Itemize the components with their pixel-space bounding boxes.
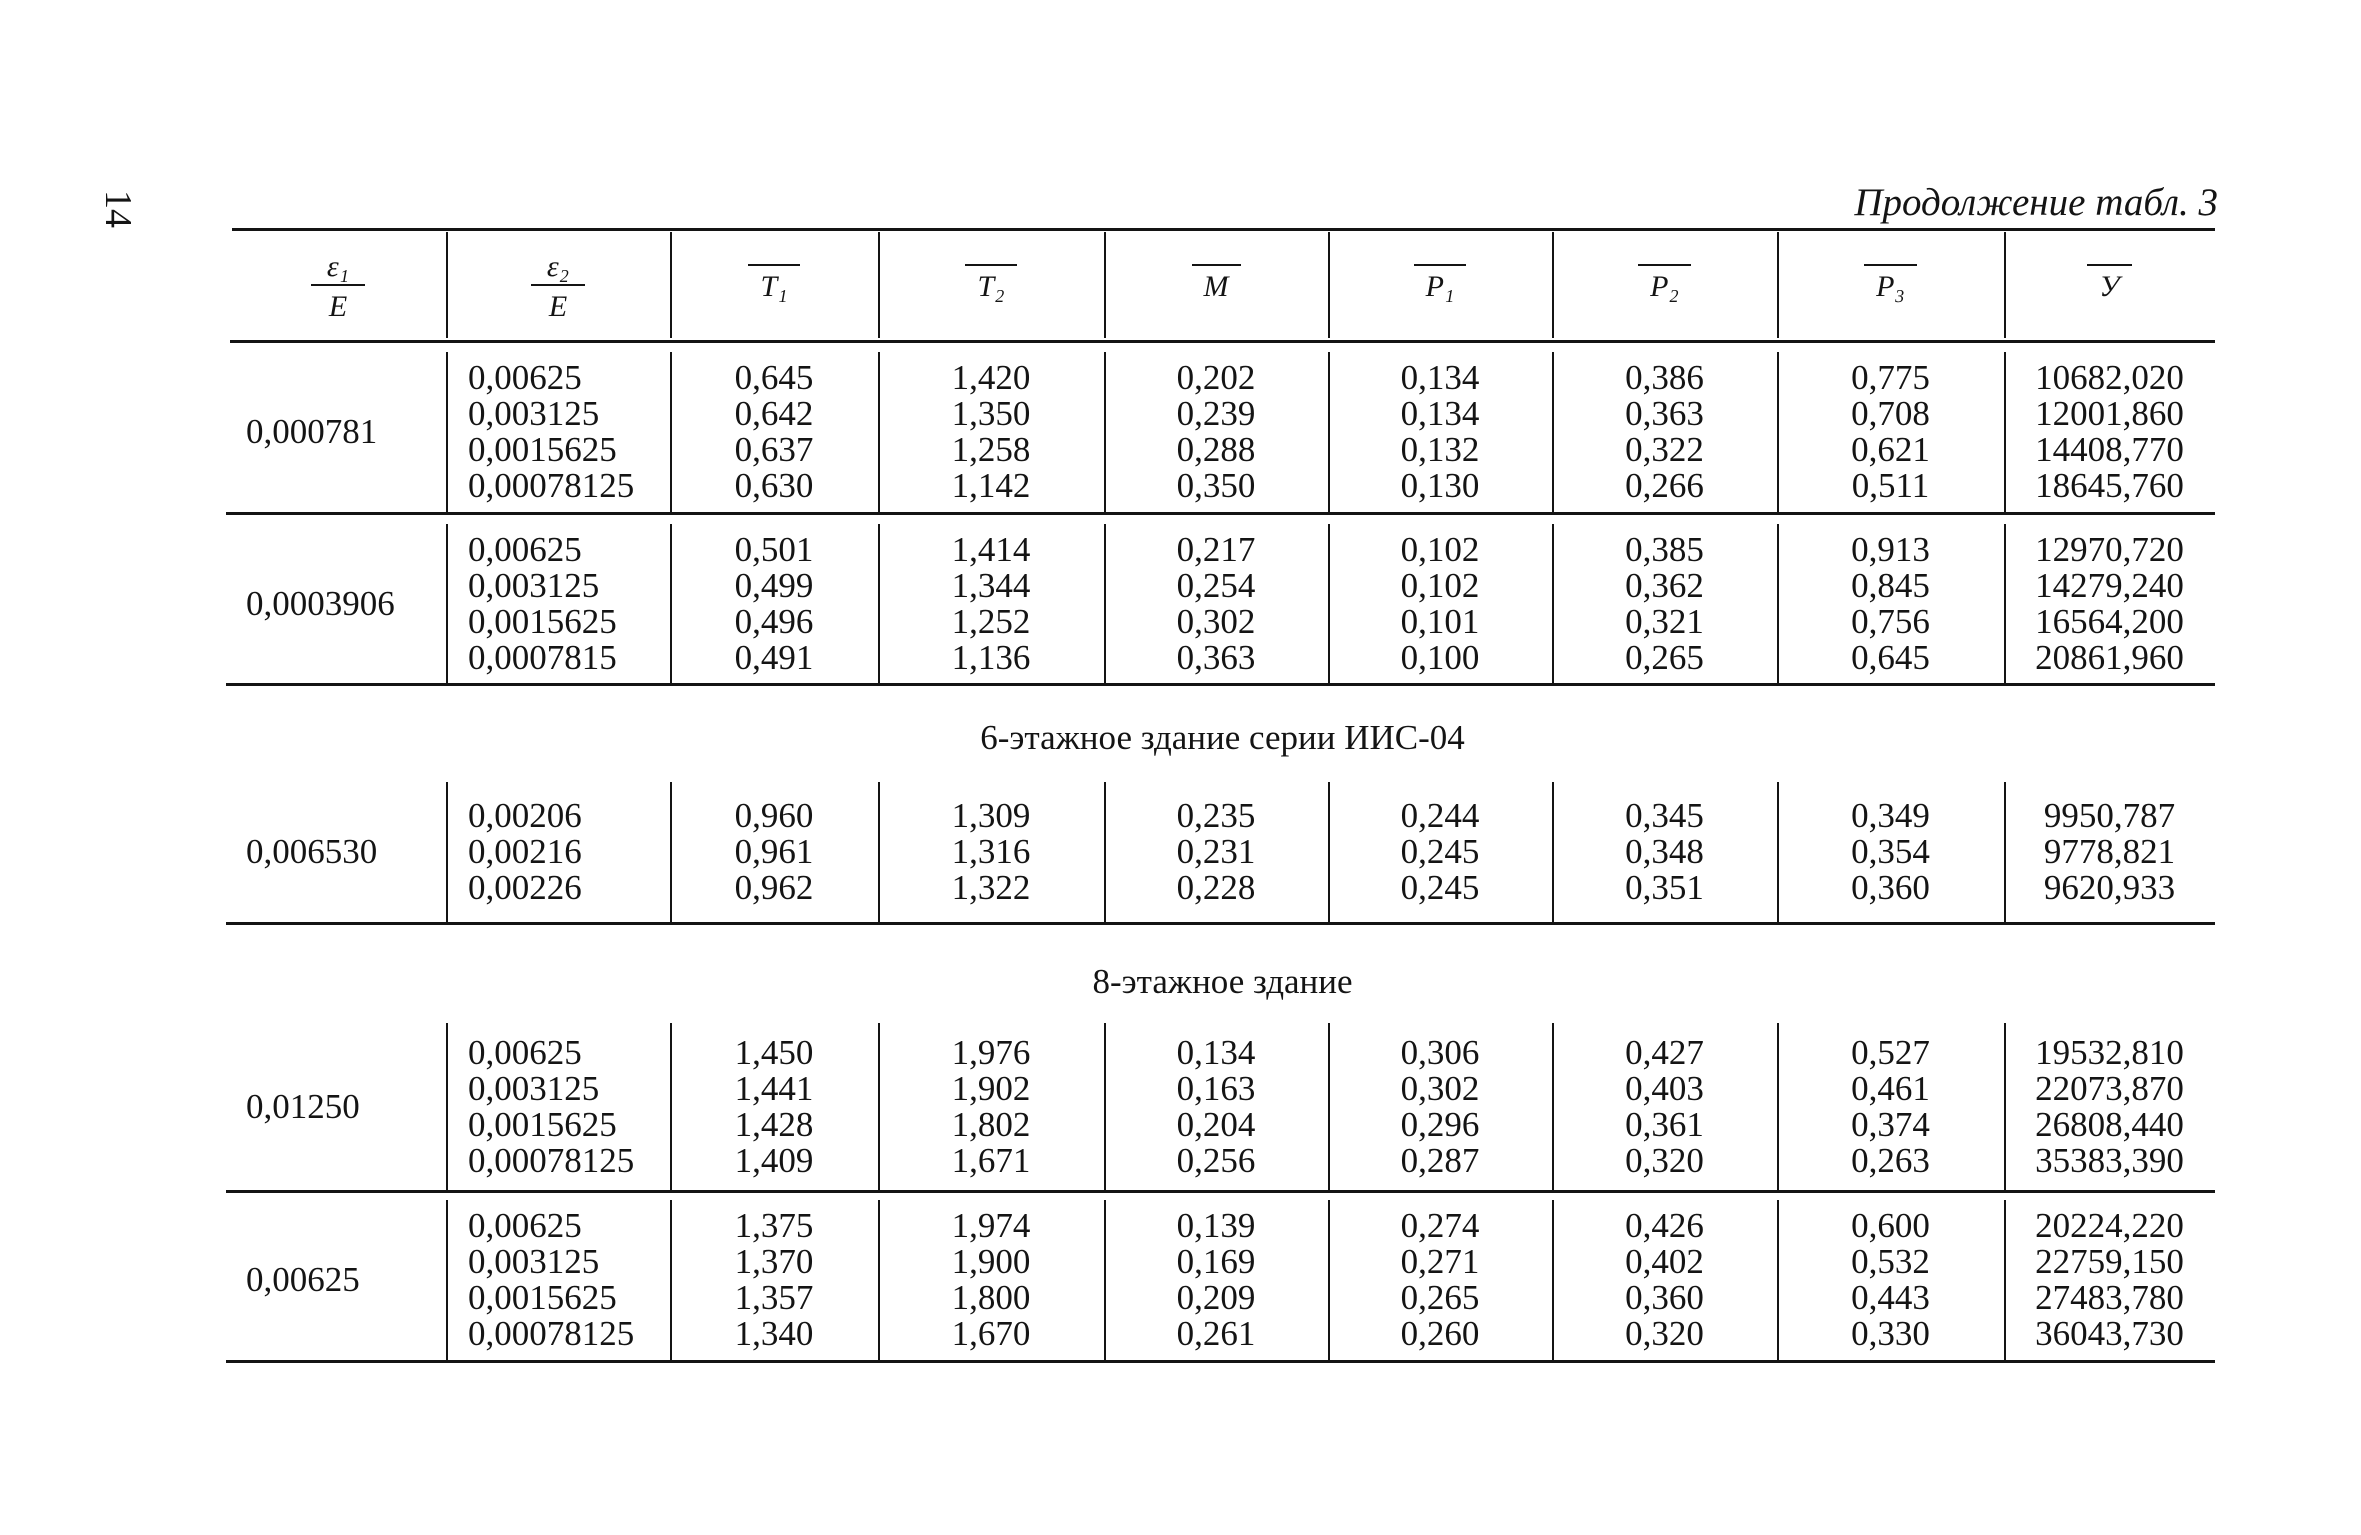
table-cell: 0,003125 — [468, 1068, 600, 1108]
table-caption: Продолжение табл. 3 — [1854, 181, 2218, 224]
table-cell: 0,511 — [1851, 466, 1930, 505]
table-cell: 0,363 — [1176, 637, 1256, 677]
table-cell: 12970,720 — [2035, 529, 2184, 569]
table-cell: 0,163 — [1176, 1068, 1256, 1108]
table-cell: 0,374 — [1851, 1104, 1930, 1144]
table-cell: 0,349 — [1851, 796, 1930, 835]
table-cell: 0,960 — [734, 796, 814, 835]
table-cell: 0,775 — [1851, 358, 1930, 397]
column-divider — [1104, 524, 1106, 683]
table-cell: 0,499 — [734, 565, 814, 605]
table-cell: 10682,020 — [2035, 358, 2184, 397]
table-cell: 0,102 — [1400, 565, 1480, 605]
table-cell: 0,00625 — [468, 529, 582, 569]
column-divider — [2004, 352, 2006, 512]
table-cell: 0,961 — [734, 832, 814, 871]
table-cell: 1,309 — [951, 796, 1031, 835]
table-cell: 0,403 — [1625, 1068, 1704, 1108]
table-cell: 14408,770 — [2035, 430, 2184, 469]
column-divider — [1104, 1023, 1106, 1190]
table-cell: 0,245 — [1400, 868, 1480, 907]
table-cell: 0,101 — [1400, 601, 1480, 641]
column-divider — [670, 1200, 672, 1360]
table-cell: 1,900 — [951, 1242, 1031, 1281]
column-divider — [670, 524, 672, 683]
column-header-denominator: E — [328, 290, 348, 323]
table-cell: 0,645 — [734, 358, 814, 397]
table-cell: 1,976 — [951, 1032, 1031, 1072]
column-header — [878, 244, 1104, 334]
table-cell: 0,139 — [1176, 1206, 1256, 1245]
section-heading: 6-этажное здание серии ИИС-04 — [980, 718, 1465, 757]
table-cell: 0,427 — [1625, 1032, 1704, 1072]
table-cell: 20224,220 — [2035, 1206, 2184, 1245]
column-divider — [1777, 1023, 1779, 1190]
table-cell: 0,0015625 — [468, 1278, 617, 1317]
column-header-label: P₁ — [1414, 264, 1467, 303]
table-cell: 0,302 — [1400, 1068, 1480, 1108]
table-cell: 1,370 — [734, 1242, 814, 1281]
table-cell: 0,00078125 — [468, 1314, 635, 1353]
table-cell: 0,306 — [1400, 1032, 1480, 1072]
table-cell: 0,235 — [1176, 796, 1256, 835]
table-cell: 20861,960 — [2035, 637, 2184, 677]
table-cell: 22759,150 — [2035, 1242, 2184, 1281]
table-cell: 0,302 — [1176, 601, 1256, 641]
table-cell: 26808,440 — [2035, 1104, 2184, 1144]
column-divider — [878, 782, 880, 922]
column-header — [2004, 244, 2215, 334]
table-cell: 18645,760 — [2035, 466, 2184, 505]
column-divider — [878, 524, 880, 683]
header-top-rule — [232, 228, 2215, 231]
column-header — [446, 244, 670, 334]
table-cell: 0,363 — [1625, 394, 1704, 433]
table-cell: 0,320 — [1625, 1314, 1704, 1353]
table-cell: 0,348 — [1625, 832, 1704, 871]
group-bottom-rule — [226, 683, 2215, 686]
column-divider — [2004, 782, 2006, 922]
column-divider — [1328, 352, 1330, 512]
table-cell: 0,287 — [1400, 1140, 1480, 1180]
table-cell: 1,375 — [734, 1206, 814, 1245]
table-cell: 0,962 — [734, 868, 814, 907]
table-cell: 0,637 — [734, 430, 814, 469]
table-cell: 0,532 — [1851, 1242, 1930, 1281]
table-cell: 0,256 — [1176, 1140, 1256, 1180]
column-divider — [446, 352, 448, 512]
table-cell: 1,420 — [951, 358, 1031, 397]
table-cell: 0,204 — [1176, 1104, 1256, 1144]
table-cell: 1,802 — [951, 1104, 1031, 1144]
column-divider — [2004, 1200, 2006, 1360]
group-bottom-rule — [226, 1190, 2215, 1193]
table-cell: 1,409 — [734, 1140, 814, 1180]
table-cell: 0,00078125 — [468, 1140, 635, 1180]
table-cell: 0,260 — [1400, 1314, 1480, 1353]
column-divider — [446, 782, 448, 922]
table-cell: 0,330 — [1851, 1314, 1930, 1353]
column-header — [230, 244, 446, 334]
table-cell: 0,527 — [1851, 1032, 1930, 1072]
table-cell: 0,360 — [1851, 868, 1930, 907]
table-cell: 1,671 — [951, 1140, 1031, 1180]
table-cell: 0,261 — [1176, 1314, 1256, 1353]
table-cell: 0,00625 — [468, 1206, 582, 1245]
column-divider — [670, 782, 672, 922]
table-cell: 0,600 — [1851, 1206, 1930, 1245]
table-cell: 0,130 — [1400, 466, 1480, 505]
table-cell: 0,0015625 — [468, 601, 617, 641]
table-cell: 0,003125 — [468, 394, 600, 433]
table-cell: 0,0007815 — [468, 637, 617, 677]
table-cell: 0,385 — [1625, 529, 1704, 569]
table-cell: 9950,787 — [2043, 796, 2176, 835]
column-divider — [670, 352, 672, 512]
table-cell: 0,00226 — [468, 868, 582, 907]
table-cell: 0,621 — [1851, 430, 1930, 469]
column-divider — [1328, 782, 1330, 922]
e1-value: 0,0003906 — [246, 583, 395, 623]
fraction-bar — [311, 284, 365, 286]
column-divider — [1104, 782, 1106, 922]
table-cell: 12001,860 — [2035, 394, 2184, 433]
column-header — [670, 244, 878, 334]
header-bottom-rule — [230, 340, 2215, 343]
column-divider — [446, 524, 448, 683]
column-divider — [2004, 1023, 2006, 1190]
column-header-numerator: ε₂ — [546, 250, 570, 283]
table-cell: 0,266 — [1625, 466, 1704, 505]
table-cell: 19532,810 — [2035, 1032, 2184, 1072]
table-cell: 0,345 — [1625, 796, 1704, 835]
table-cell: 0,320 — [1625, 1140, 1704, 1180]
column-header-label: У — [2087, 264, 2131, 303]
column-divider — [1328, 524, 1330, 683]
table-cell: 1,450 — [734, 1032, 814, 1072]
table-cell: 0,209 — [1176, 1278, 1256, 1317]
e1-value: 0,000781 — [246, 412, 378, 451]
table-cell: 1,344 — [951, 565, 1031, 605]
table-cell: 0,134 — [1400, 394, 1480, 433]
table-cell: 0,100 — [1400, 637, 1480, 677]
table-cell: 0,845 — [1851, 565, 1930, 605]
column-divider — [1777, 1200, 1779, 1360]
e1-value: 0,01250 — [246, 1086, 360, 1126]
table-cell: 0,426 — [1625, 1206, 1704, 1245]
table-cell: 1,902 — [951, 1068, 1031, 1108]
table-cell: 0,102 — [1400, 529, 1480, 569]
table-cell: 0,169 — [1176, 1242, 1256, 1281]
column-divider — [1777, 524, 1779, 683]
table-cell: 0,0015625 — [468, 1104, 617, 1144]
section-heading: 8-этажное здание — [1092, 962, 1353, 1001]
column-divider — [670, 1023, 672, 1190]
table-cell: 0,244 — [1400, 796, 1480, 835]
column-divider — [2004, 524, 2006, 683]
table-cell: 0,265 — [1625, 637, 1704, 677]
table-cell: 1,258 — [951, 430, 1031, 469]
column-divider — [1552, 1200, 1554, 1360]
column-divider — [1328, 1200, 1330, 1360]
table-cell: 1,340 — [734, 1314, 814, 1353]
table-cell: 0,003125 — [468, 565, 600, 605]
table-cell: 0,263 — [1851, 1140, 1930, 1180]
group-bottom-rule — [226, 1360, 2215, 1363]
page-number: 14 — [97, 190, 139, 228]
table-cell: 0,350 — [1176, 466, 1256, 505]
table-cell: 0,00206 — [468, 796, 582, 835]
column-header-label: P₃ — [1864, 264, 1917, 303]
table-cell: 0,239 — [1176, 394, 1256, 433]
column-header-numerator: ε₁ — [326, 250, 350, 283]
table-cell: 1,974 — [951, 1206, 1031, 1245]
table-cell: 0,245 — [1400, 832, 1480, 871]
column-header — [1552, 244, 1777, 334]
column-divider — [878, 1023, 880, 1190]
column-header-label: P₂ — [1638, 264, 1691, 303]
table-cell: 35383,390 — [2035, 1140, 2184, 1180]
table-cell: 0,913 — [1851, 529, 1930, 569]
table-cell: 0,351 — [1625, 868, 1704, 907]
table-cell: 27483,780 — [2035, 1278, 2184, 1317]
table-cell: 0,296 — [1400, 1104, 1480, 1144]
table-cell: 0,288 — [1176, 430, 1256, 469]
table-cell: 0,630 — [734, 466, 814, 505]
column-header — [1328, 244, 1552, 334]
table-cell: 1,350 — [951, 394, 1031, 433]
column-header-label: M — [1192, 264, 1241, 303]
table-cell: 0,354 — [1851, 832, 1930, 871]
table-cell: 0,132 — [1400, 430, 1480, 469]
table-cell: 0,501 — [734, 529, 814, 569]
table-cell: 36043,730 — [2035, 1314, 2184, 1353]
column-divider — [1104, 352, 1106, 512]
table-cell: 0,00625 — [468, 1032, 582, 1072]
table-cell: 14279,240 — [2035, 565, 2184, 605]
table-cell: 16564,200 — [2035, 601, 2184, 641]
table-cell: 1,136 — [951, 637, 1031, 677]
column-divider — [1777, 352, 1779, 512]
column-divider — [1104, 1200, 1106, 1360]
table-cell: 0,274 — [1400, 1206, 1480, 1245]
table-cell: 1,322 — [951, 868, 1031, 907]
table-cell: 0,496 — [734, 601, 814, 641]
table-cell: 1,800 — [951, 1278, 1031, 1317]
table-cell: 0,202 — [1176, 358, 1256, 397]
table-cell: 0,708 — [1851, 394, 1930, 433]
table-cell: 0,360 — [1625, 1278, 1704, 1317]
table-cell: 0,271 — [1400, 1242, 1480, 1281]
table-cell: 0,321 — [1625, 601, 1704, 641]
column-divider — [446, 1023, 448, 1190]
group-bottom-rule — [226, 512, 2215, 515]
table-cell: 0,228 — [1176, 868, 1256, 907]
table-cell: 0,386 — [1625, 358, 1704, 397]
table-cell: 0,756 — [1851, 601, 1930, 641]
table-cell: 0,217 — [1176, 529, 1256, 569]
table-cell: 0,361 — [1625, 1104, 1704, 1144]
table-cell: 0,254 — [1176, 565, 1256, 605]
table-cell: 9778,821 — [2043, 832, 2176, 871]
fraction-bar — [531, 284, 585, 286]
table-cell: 22073,870 — [2035, 1068, 2184, 1108]
column-header — [1777, 244, 2004, 334]
table-cell: 0,00078125 — [468, 466, 635, 505]
table-cell: 1,316 — [951, 832, 1031, 871]
table-cell: 0,231 — [1176, 832, 1256, 871]
table-cell: 0,362 — [1625, 565, 1704, 605]
column-divider — [1328, 1023, 1330, 1190]
column-divider — [1552, 782, 1554, 922]
table-cell: 1,670 — [951, 1314, 1031, 1353]
e1-value: 0,00625 — [246, 1260, 360, 1299]
table-cell: 9620,933 — [2043, 868, 2176, 907]
column-divider — [1552, 352, 1554, 512]
table-cell: 1,428 — [734, 1104, 814, 1144]
table-cell: 1,142 — [951, 466, 1031, 505]
table-cell: 0,134 — [1400, 358, 1480, 397]
column-divider — [878, 1200, 880, 1360]
table-cell: 0,134 — [1176, 1032, 1256, 1072]
table-cell: 0,443 — [1851, 1278, 1930, 1317]
column-divider — [878, 352, 880, 512]
table-cell: 0,645 — [1851, 637, 1930, 677]
column-header — [1104, 244, 1328, 334]
table-cell: 0,402 — [1625, 1242, 1704, 1281]
table-cell: 0,00625 — [468, 358, 582, 397]
table-cell: 0,0015625 — [468, 430, 617, 469]
column-divider — [1552, 1023, 1554, 1190]
column-header-denominator: E — [548, 290, 568, 323]
column-divider — [446, 1200, 448, 1360]
table-cell: 1,414 — [951, 529, 1031, 569]
table-cell: 1,252 — [951, 601, 1031, 641]
table-cell: 0,322 — [1625, 430, 1704, 469]
column-header-label: T₂ — [965, 264, 1016, 303]
table-cell: 0,642 — [734, 394, 814, 433]
group-bottom-rule — [226, 922, 2215, 925]
table-cell: 0,461 — [1851, 1068, 1930, 1108]
table-cell: 0,003125 — [468, 1242, 600, 1281]
column-header-label: T₁ — [748, 264, 799, 303]
column-divider — [1552, 524, 1554, 683]
column-divider — [1777, 782, 1779, 922]
table-cell: 0,00216 — [468, 832, 582, 871]
table-cell: 1,441 — [734, 1068, 814, 1108]
table-cell: 1,357 — [734, 1278, 814, 1317]
e1-value: 0,006530 — [246, 832, 378, 871]
table-cell: 0,265 — [1400, 1278, 1480, 1317]
table-cell: 0,491 — [734, 637, 814, 677]
